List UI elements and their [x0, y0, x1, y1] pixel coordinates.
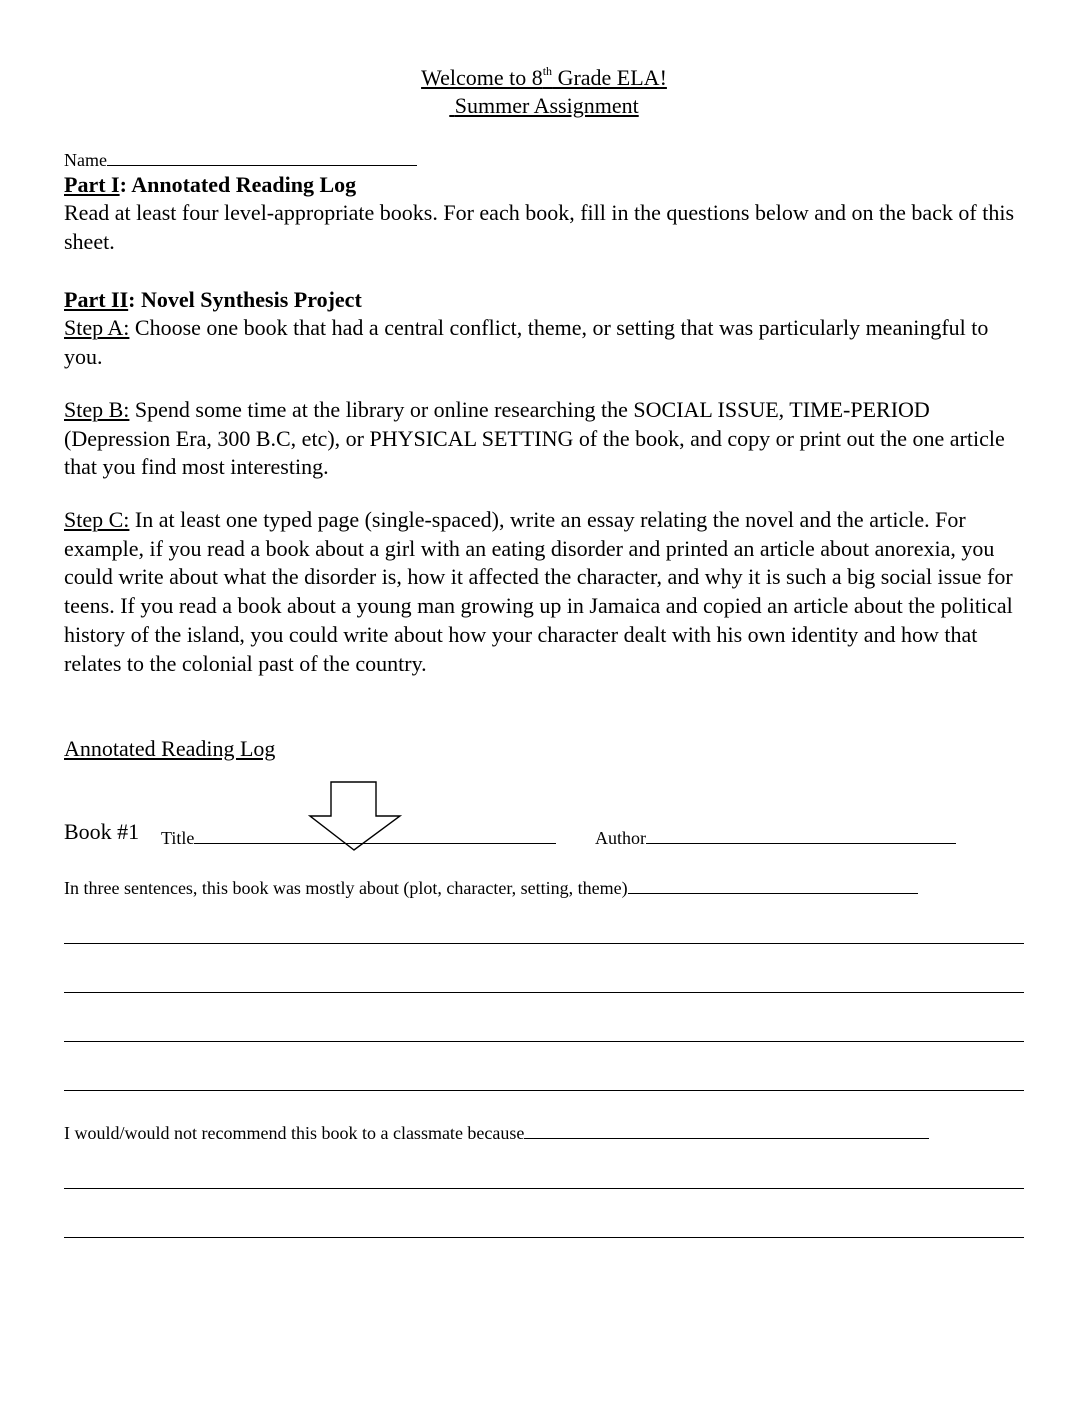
page-title: Welcome to 8th Grade ELA!	[421, 64, 667, 90]
recommend-answer-line[interactable]	[64, 1237, 1024, 1238]
page-subtitle: Summer Assignment	[454, 93, 639, 118]
name-blank[interactable]	[107, 147, 417, 166]
summary-blank[interactable]	[628, 875, 918, 894]
step-a: Step A: Choose one book that had a central conflict, theme, or setting that was particularly meaningful to you.	[64, 315, 989, 369]
recommend-prompt: I would/would not recommend this book to a classmate because	[64, 1123, 525, 1143]
part2-heading: Part II: Novel Synthesis Project	[64, 287, 362, 312]
book-1-label: Book #1	[64, 819, 140, 844]
title-field[interactable]	[161, 825, 556, 849]
page-header	[0, 64, 1088, 120]
summary-answer-line[interactable]	[64, 1090, 1024, 1091]
author-field[interactable]	[595, 825, 956, 849]
summary-answer-line[interactable]	[64, 992, 1024, 993]
summary-answer-line[interactable]	[64, 1041, 1024, 1042]
name-field[interactable]	[64, 147, 417, 171]
step-b: Step B: Spend some time at the library or online researching the SOCIAL ISSUE, TIME-PERIOD (Depression Era, 300 B.C, etc), or PHYSICAL SETTING of the book, and copy or print out the one article that you find most interesting.	[64, 397, 1005, 480]
author-blank[interactable]	[646, 825, 956, 844]
title-label: Title	[161, 828, 195, 848]
recommend-prompt-line[interactable]	[64, 1120, 929, 1144]
part1-instructions: Read at least four level-appropriate books. For each book, fill in the questions below and on the back of this sheet.	[64, 200, 1015, 254]
recommend-blank[interactable]	[524, 1120, 929, 1139]
reading-log-heading: Annotated Reading Log	[64, 736, 276, 761]
author-label: Author	[595, 828, 646, 848]
summary-answer-line[interactable]	[64, 943, 1024, 944]
summary-prompt: In three sentences, this book was mostly about (plot, character, setting, theme)	[64, 878, 628, 898]
name-label: Name	[64, 150, 107, 170]
part1-heading: Part I: Annotated Reading Log	[64, 172, 357, 197]
summary-prompt-line[interactable]	[64, 875, 918, 899]
step-c: Step C: In at least one typed page (single-spaced), write an essay relating the novel and the article. For example, if you read a book about a girl with an eating disorder and printed an article about anorexia, you could write about what the disorder is, how it affected the character, and why it is such a big social issue for teens. If you read a book about a young man growing up in Jamaica and copied an article about the political history of the island, you could write about how your character dealt with his own identity and how that relates to the colonial past of the country.	[64, 507, 1013, 676]
title-blank[interactable]	[194, 825, 556, 844]
recommend-answer-line[interactable]	[64, 1188, 1024, 1189]
